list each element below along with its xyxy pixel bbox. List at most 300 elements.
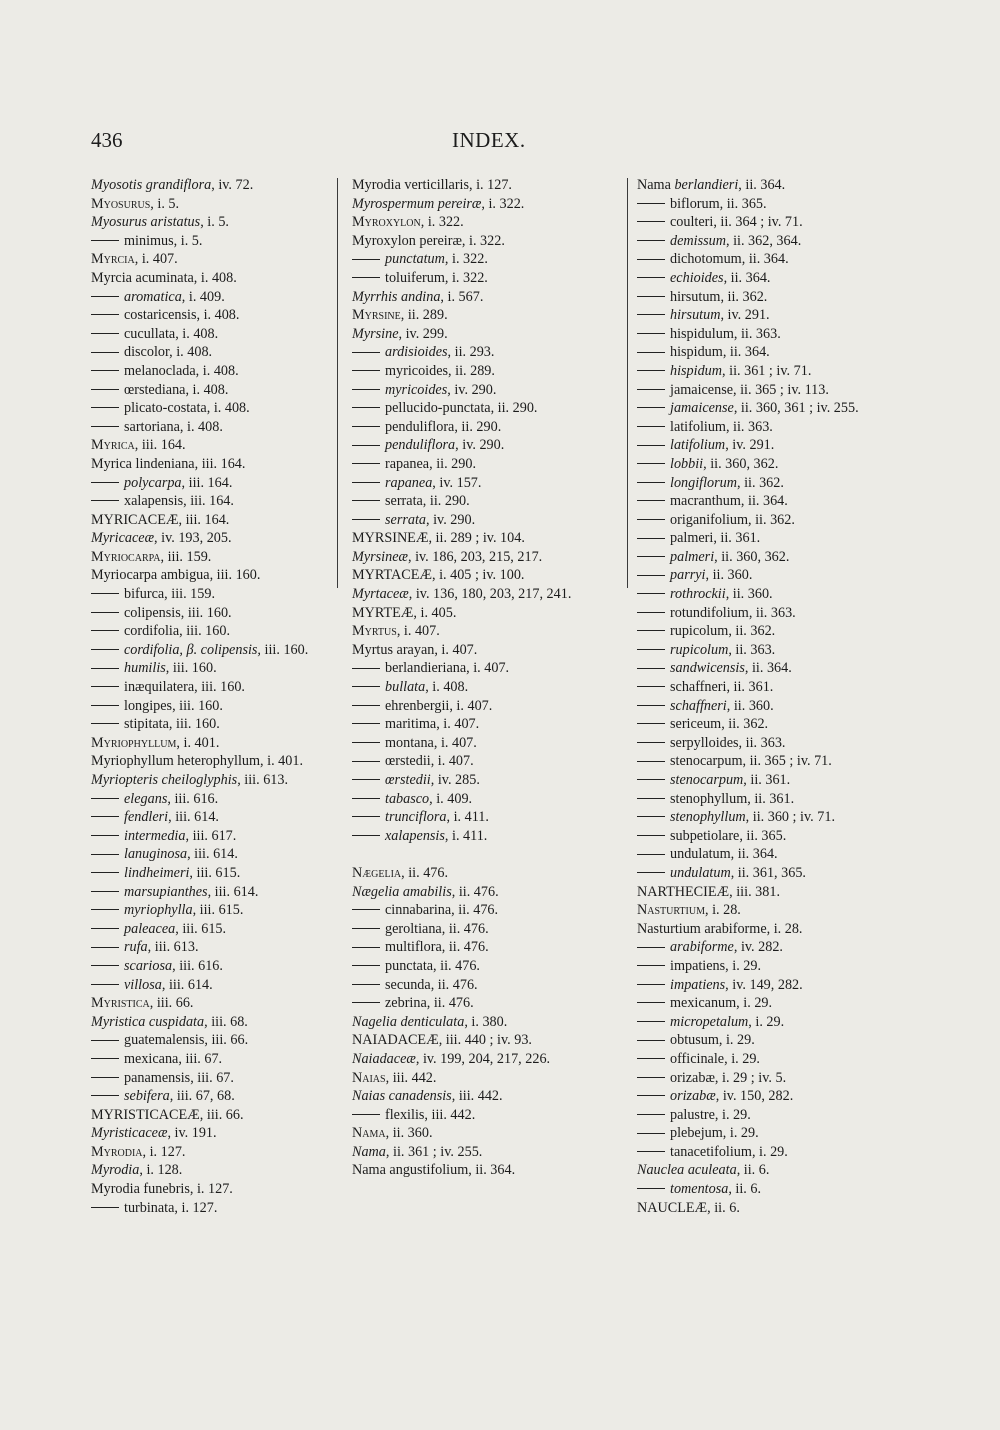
entry-term: lindheimeri [124,864,190,881]
index-entry [352,288,622,307]
ditto-dash [352,798,380,799]
entry-term: tomentosa [670,1181,729,1198]
index-entry [352,250,622,269]
index-entry [91,1124,331,1143]
entry-reference: , ii. 6. [736,1162,770,1179]
index-entry [352,622,622,641]
index-entry [352,994,622,1013]
index-entry [352,734,622,753]
entry-term: Nasturtium [637,902,705,919]
ditto-dash [352,445,380,446]
index-entry [352,659,622,678]
entry-reference: , i. 567. [440,288,484,305]
ditto-dash [637,1151,665,1152]
entry-term: Myrrhis andina [352,288,441,305]
index-entry [637,622,907,641]
entry-term: toluiferum, i. 322. [385,269,488,286]
entry-term: ardisioides [385,344,448,361]
entry-term: origanifolium, ii. 362. [670,511,795,528]
entry-term: Nauclea aculeata [637,1162,737,1179]
ditto-dash [637,984,665,985]
index-entry [637,1013,907,1032]
entry-term: mexicanum, i. 29. [670,995,773,1012]
entry-term: Nasturtium arabiforme, i. 28. [637,920,803,937]
ditto-dash [637,854,665,855]
ditto-dash [352,965,380,966]
ditto-dash [91,593,119,594]
ditto-dash [91,296,119,297]
entry-reference: , iii. 68. [204,1013,248,1030]
index-entry [352,901,622,920]
ditto-dash [91,891,119,892]
ditto-dash [637,872,665,873]
ditto-dash [91,333,119,334]
entry-term: ehrenbergii, i. 407. [385,697,493,714]
ditto-dash [352,668,380,669]
ditto-dash [637,1095,665,1096]
entry-term: Myrsineæ [352,548,408,565]
entry-reference: , i. 407. [396,623,440,640]
entry-term: schaffneri, ii. 361. [670,679,774,696]
index-entry [637,288,907,307]
ditto-dash [637,463,665,464]
entry-reference: , iv. 186, 203, 215, 217. [407,548,543,565]
index-entry [352,641,622,660]
index-entry [637,901,907,920]
ditto-dash [91,854,119,855]
index-entry [91,659,331,678]
entry-term: hispidum, ii. 364. [670,344,770,361]
entry-reference: , iii. 614. [207,883,259,900]
entry-reference: , ii. 360, 362. [714,548,790,565]
entry-term: jamaicense, ii. 365 ; iv. 113. [670,381,829,398]
entry-term: rapanea, ii. 290. [385,455,476,472]
ditto-dash [91,630,119,631]
ditto-dash [637,612,665,613]
index-entry [91,1069,331,1088]
index-entry [352,381,622,400]
index-entry [637,864,907,883]
entry-term: rufa [124,939,148,956]
ditto-dash [91,723,119,724]
index-entry [637,418,907,437]
index-entry [91,195,331,214]
entry-term: multiflora, ii. 476. [385,939,489,956]
ditto-dash [637,798,665,799]
entry-term: colipensis, iii. 160. [124,604,232,621]
entry-term: hirsutum, ii. 362. [670,288,768,305]
index-entry [352,808,622,827]
entry-reference: , iii. 614. [161,976,213,993]
entry-term: cordifolia, iii. 160. [124,623,230,640]
entry-term: parryi [670,567,706,584]
entry-reference: , iv. 136, 180, 203, 217, 241. [408,586,572,603]
ditto-dash [352,277,380,278]
index-entry [91,306,331,325]
index-entry [352,1161,622,1180]
ditto-dash [637,445,665,446]
entry-term: Myriophyllum [91,734,177,751]
index-entry [352,752,622,771]
entry-reference: , i. 28. [704,902,741,919]
index-entry [91,678,331,697]
entry-reference: , i. 29. [748,1013,785,1030]
index-entry [637,659,907,678]
entry-term: stipitata, iii. 160. [124,716,220,733]
entry-term: NARTHECIEÆ, iii. 381. [637,883,780,900]
entry-reference: , iii. 442. [451,1088,503,1105]
index-entry [637,548,907,567]
entry-reference: , iii. 614. [187,846,238,863]
entry-reference: , iii. 616. [172,957,223,974]
ditto-dash [352,259,380,260]
entry-term: Myrodia verticillaris, i. 127. [352,177,512,193]
ditto-dash [352,407,380,408]
entry-term: biflorum, ii. 365. [670,195,767,212]
index-entry [91,213,331,232]
index-entry [352,232,622,251]
index-entry [91,436,331,455]
index-entry [352,1143,622,1162]
entry-term: Myroxylon [352,214,421,231]
ditto-dash [637,816,665,817]
index-column-3 [637,176,907,1217]
index-entry [352,883,622,902]
index-entry [637,938,907,957]
entry-reference: , iv. 191. [167,1125,217,1142]
index-entry [91,381,331,400]
entry-term: hispidulum, ii. 363. [670,325,781,342]
entry-term: Myrodia funebris, i. 127. [91,1181,233,1198]
entry-term: Myrsine [352,307,401,324]
index-entry [352,976,622,995]
entry-term: stenocarpum [670,772,744,788]
ditto-dash [352,928,380,929]
index-entry [352,1050,622,1069]
index-entry [91,1106,331,1125]
index-entry [637,641,907,660]
ditto-dash [352,779,380,780]
entry-reference: , iii. 442. [385,1069,437,1086]
entry-term: subpetiolare, ii. 365. [670,827,787,844]
entry-reference: , i. 411. [444,827,488,844]
index-entry [91,864,331,883]
index-entry [637,1069,907,1088]
ditto-dash [352,761,380,762]
entry-term: MYRTACEÆ, i. 405 ; iv. 100. [352,567,525,584]
entry-term: polycarpa [124,474,182,491]
index-entry [352,938,622,957]
index-entry [91,1143,331,1162]
entry-term: discolor, i. 408. [124,344,213,361]
ditto-dash [91,1040,119,1041]
ditto-dash [637,593,665,594]
ditto-dash [352,519,380,520]
index-entry [352,455,622,474]
entry-term: villosa [124,976,162,993]
index-entry [352,566,622,585]
entry-term: Myroxylon pereiræ, i. 322. [352,232,505,249]
entry-reference: , iii. 615. [192,902,244,919]
page-number: 436 [91,128,123,152]
ditto-dash [91,928,119,929]
ditto-dash [91,649,119,650]
ditto-dash [637,221,665,222]
ditto-dash [91,1095,119,1096]
entry-term: paleacea [124,920,176,937]
ditto-dash [637,686,665,687]
entry-reference: , iii. 616. [167,790,219,807]
index-entry [637,492,907,511]
entry-term: œrstedii [385,772,431,788]
entry-term: micropetalum [670,1013,749,1030]
entry-reference: , ii. 362, 364. [725,232,802,249]
index-entry [637,1180,907,1199]
entry-term: longipes, iii. 160. [124,697,223,714]
entry-term: plebejum, i. 29. [670,1125,759,1142]
index-entry [637,1161,907,1180]
index-entry [352,1013,622,1032]
ditto-dash [352,500,380,501]
entry-term: rapanea [385,474,433,491]
entry-term: cinnabarina, ii. 476. [385,902,499,919]
index-entry [91,771,331,790]
entry-term: Myrtaceæ [352,586,409,603]
index-entry [637,325,907,344]
entry-term: humilis [124,660,166,677]
index-entry [352,1087,622,1106]
entry-term: sebifera [124,1088,170,1105]
entry-term: myricoides, ii. 289. [385,362,495,379]
entry-term: Myrica lindeniana, iii. 164. [91,455,246,472]
index-entry [352,474,622,493]
entry-reference: , ii. 360 ; iv. 71. [745,809,835,826]
entry-term: maritima, i. 407. [385,716,480,733]
entry-reference: , ii. 360, 362. [703,455,779,472]
entry-reference: , iii. 613. [147,939,199,956]
column-rule [627,178,628,588]
index-entry [637,343,907,362]
entry-term: penduliflora, ii. 290. [385,418,502,435]
ditto-dash [352,705,380,706]
entry-term: NAIADACEÆ, iii. 440 ; iv. 93. [352,1032,532,1049]
entry-reference: , iv. 72. [211,177,254,193]
index-entry [91,1013,331,1032]
index-entry [637,697,907,716]
index-entry [352,697,622,716]
index-entry [637,436,907,455]
ditto-dash [352,723,380,724]
entry-term: intermedia [124,827,186,844]
index-entry [637,474,907,493]
entry-term: Myriocarpa ambigua, iii. 160. [91,567,261,584]
ditto-dash [352,389,380,390]
entry-reference: , ii. 361. [743,772,791,788]
index-entry [637,845,907,864]
ditto-dash [637,1114,665,1115]
entry-term: serpylloides, ii. 363. [670,734,786,751]
entry-term: guatemalensis, iii. 66. [124,1032,249,1049]
ditto-dash [91,352,119,353]
entry-reference: , iv. 199, 204, 217, 226. [415,1050,551,1067]
ditto-dash [91,705,119,706]
entry-term: tanacetifolium, i. 29. [670,1143,788,1160]
index-entry [91,715,331,734]
entry-term: Myrsine [352,325,399,342]
entry-term: myriophylla [124,902,193,919]
index-entry [637,455,907,474]
entry-reference: , ii. 360. [705,567,753,584]
running-head: INDEX. [452,128,526,152]
index-entry [352,1106,622,1125]
ditto-dash [637,1058,665,1059]
ditto-dash [91,426,119,427]
entry-term: echioides [670,269,724,286]
entry-term: arabiforme [670,939,734,956]
entry-reference: , iii. 66. [149,995,194,1012]
index-entry [352,864,622,883]
index-entry [352,343,622,362]
entry-reference: , ii. 6. [728,1181,762,1198]
entry-term: punctata, ii. 476. [385,957,480,974]
entry-reference: , ii. 361 ; iv. 255. [385,1143,483,1160]
entry-term: Myrica [91,437,135,454]
entry-term: zebrina, ii. 476. [385,995,474,1012]
entry-term: Myosurus [91,195,151,212]
index-entry [352,325,622,344]
entry-reference: , ii. 476. [401,864,449,881]
entry-term: hispidum [670,362,723,379]
ditto-dash [637,779,665,780]
entry-reference: , iii. 617. [185,827,237,844]
ditto-dash [352,947,380,948]
index-entry [91,232,331,251]
index-entry [91,957,331,976]
ditto-dash [637,538,665,539]
entry-term: sartoriana, i. 408. [124,418,223,435]
column-rule [337,178,338,588]
ditto-dash [637,277,665,278]
ditto-dash [91,389,119,390]
entry-reference: , iv. 149, 282. [725,976,803,993]
entry-term: undulatum [670,864,731,881]
ditto-dash [637,761,665,762]
ditto-dash [637,407,665,408]
index-entry [637,715,907,734]
index-entry [352,827,622,846]
ditto-dash [637,556,665,557]
entry-term: cucullata, i. 408. [124,325,219,342]
entry-term: inæquilatera, iii. 160. [124,679,245,696]
entry-reference: , i. 5. [150,195,180,212]
index-entry [637,195,907,214]
index-entry [352,306,622,325]
entry-term: Nama angustifolium, ii. 364. [352,1162,516,1179]
ditto-dash [91,314,119,315]
entry-reference: , iv. 291. [720,307,770,324]
ditto-dash [352,1002,380,1003]
entry-term: secunda, ii. 476. [385,976,478,993]
index-entry [637,511,907,530]
ditto-dash [352,742,380,743]
index-entry [91,399,331,418]
ditto-dash [352,816,380,817]
index-entry [637,734,907,753]
entry-term: tabasco [385,790,430,807]
entry-term: Nama [352,1125,386,1142]
entry-term: xalapensis, iii. 164. [124,493,234,510]
entry-term: palustre, i. 29. [670,1106,751,1123]
index-entry [91,752,331,771]
entry-reference: , i. 407. [134,251,178,268]
index-entry [91,938,331,957]
index-entry [91,994,331,1013]
entry-term: longiflorum [670,474,738,491]
entry-reference: , ii. 364. [723,269,771,286]
entry-term: Myrcia acuminata, i. 408. [91,269,237,286]
index-entry [352,771,622,790]
ditto-dash [637,1188,665,1189]
index-entry [352,511,622,530]
index-entry [91,1087,331,1106]
entry-reference: , iii. 615. [189,864,241,881]
index-entry [352,529,622,548]
entry-term: sandwicensis [670,660,745,677]
ditto-dash [637,240,665,241]
entry-term: œrstedii, i. 407. [385,753,474,770]
index-entry [637,250,907,269]
ditto-dash [91,500,119,501]
entry-term: impatiens [670,976,726,993]
entry-term: Myristicaceæ [91,1125,168,1142]
index-entry [637,306,907,325]
index-entry [91,548,331,567]
entry-reference: , iii. 159. [160,548,212,565]
entry-term: Myrodia [91,1143,143,1160]
ditto-dash [637,296,665,297]
ditto-dash [637,1077,665,1078]
entry-term: Naiadaceæ [352,1050,416,1067]
index-entry [91,901,331,920]
index-entry [637,1050,907,1069]
ditto-dash [91,835,119,836]
index-entry [91,1199,331,1218]
entry-term: rupicolum, ii. 362. [670,623,776,640]
index-entry [637,752,907,771]
ditto-dash [637,649,665,650]
entry-term: stenocarpum, ii. 365 ; iv. 71. [670,753,832,770]
entry-term: Myriophyllum heterophyllum, i. 401. [91,753,304,770]
index-entry [637,399,907,418]
entry-term: bifurca, iii. 159. [124,586,216,603]
entry-reference: , ii. 289. [400,307,448,324]
entry-reference: , ii. 360. [725,586,773,603]
index-entry [91,734,331,753]
index-entry [91,604,331,623]
entry-reference: , i. 408. [425,679,469,696]
index-entry [352,418,622,437]
index-entry [91,511,331,530]
entry-reference: , iv. 285. [430,772,480,788]
index-entry [352,195,622,214]
entry-reference: , i. 322. [420,214,464,231]
entry-term: Nægelia amabilis [352,883,452,900]
entry-reference: , iii. 67, 68. [169,1088,235,1105]
entry-term: plicato-costata, i. 408. [124,400,250,417]
index-entry [637,585,907,604]
entry-term: elegans [124,790,168,807]
entry-term: scariosa [124,957,173,974]
